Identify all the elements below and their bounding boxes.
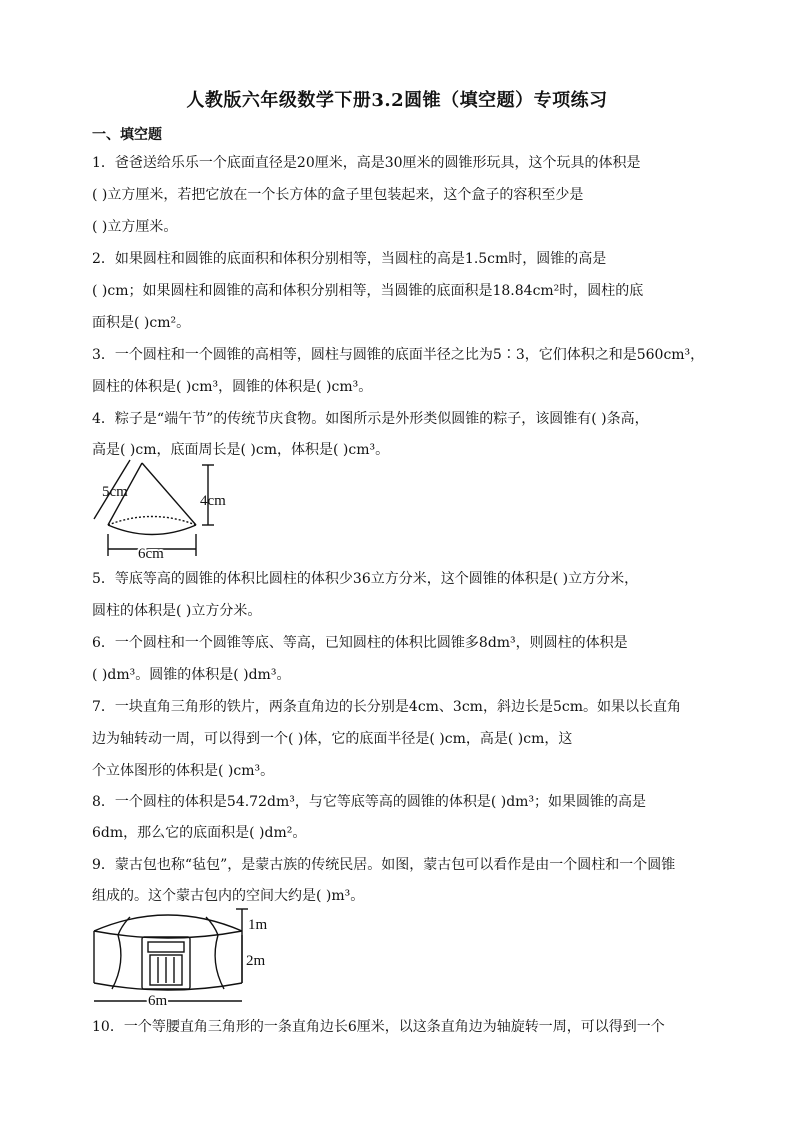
question-2-line-2: ( )cm；如果圆柱和圆锥的高和体积分别相等，当圆锥的底面积是18.84cm²时，圆柱的底 — [92, 283, 644, 299]
question-6-line-2: ( )dm³。圆锥的体积是( )dm³。 — [92, 667, 291, 683]
question-5-line-2: 圆柱的体积是( )立方分米。 — [92, 603, 262, 619]
question-2-line-3: 面积是( )cm²。 — [92, 315, 191, 331]
question-9-line-1: 9．蒙古包也称“毡包”，是蒙古族的传统民居。如图，蒙古包可以看作是由一个圆柱和一个圆锥 — [92, 857, 676, 873]
question-7-line-1: 7．一块直角三角形的铁片，两条直角边的长分别是4cm、3cm，斜边长是5cm。如果以长直角 — [92, 699, 681, 715]
yurt-diameter-label: 6m — [148, 993, 168, 1009]
cone-figure — [90, 458, 250, 566]
yurt-door-top — [148, 942, 184, 952]
section-heading: 一、填空题 — [92, 127, 162, 143]
question-8-line-2: 6dm，那么它的底面积是( )dm²。 — [92, 825, 307, 841]
cone-diameter-label: 6cm — [138, 546, 164, 562]
question-7-line-2: 边为轴转动一周，可以得到一个( )体，它的底面半径是( )cm，高是( )cm，这 — [92, 731, 573, 747]
question-1-line-3: ( )立方厘米。 — [92, 219, 178, 235]
question-7-line-3: 个立体图形的体积是( )cm³。 — [92, 763, 275, 779]
question-2-line-1: 2．如果圆柱和圆锥的底面积和体积分别相等，当圆柱的高是1.5cm时，圆锥的高是 — [92, 251, 607, 267]
question-10-line-1: 10．一个等腰直角三角形的一条直角边长6厘米，以这条直角边为轴旋转一周，可以得到一个 — [92, 1019, 665, 1035]
yurt-roof-rib-right — [206, 917, 218, 935]
question-1-line-2: ( )立方厘米，若把它放在一个长方体的盒子里包装起来，这个盒子的容积至少是 — [92, 187, 584, 203]
yurt-figure — [90, 905, 280, 1011]
question-9-line-2: 组成的。这个蒙古包内的空间大约是( )m³。 — [92, 888, 365, 904]
yurt-door-bars — [158, 957, 174, 983]
question-4-line-1: 4．粽子是“端午节”的传统节庆食物。如图所示是外形类似圆锥的粽子，该圆锥有( )条高， — [92, 411, 649, 427]
question-5-line-1: 5．等底等高的圆锥的体积比圆柱的体积少36立方分米，这个圆锥的体积是( )立方分米， — [92, 571, 639, 587]
yurt-pattern-right — [215, 935, 224, 989]
yurt-roof-label: 1m — [248, 917, 268, 933]
question-6-line-1: 6．一个圆柱和一个圆锥等底、等高，已知圆柱的体积比圆锥多8dm³，则圆柱的体积是 — [92, 635, 628, 651]
cone-base-back — [108, 517, 196, 526]
question-3-line-1: 3．一个圆柱和一个圆锥的高相等，圆柱与圆锥的底面半径之比为5∶3，它们体积之和是560cm³， — [92, 347, 705, 363]
cone-slant-label: 5cm — [102, 484, 128, 500]
question-3-line-2: 圆柱的体积是( )cm³，圆锥的体积是( )cm³。 — [92, 379, 373, 395]
page-title: 人教版六年级数学下册3.2圆锥（填空题）专项练习 — [186, 90, 608, 111]
cone-base-front — [108, 525, 196, 535]
cone-slant-right — [142, 463, 196, 525]
question-1-line-1: 1．爸爸送给乐乐一个底面直径是20厘米，高是30厘米的圆锥形玩具，这个玩具的体积是 — [92, 155, 641, 171]
yurt-roof — [94, 915, 242, 931]
yurt-wall-label: 2m — [246, 953, 266, 969]
question-8-line-1: 8．一个圆柱的体积是54.72dm³，与它等底等高的圆锥的体积是( )dm³；如果圆锥的高是 — [92, 794, 647, 810]
cone-height-label: 4cm — [200, 493, 226, 509]
yurt-pattern-left — [112, 935, 121, 989]
yurt-roof-rib-left — [118, 917, 130, 935]
question-4-line-2: 高是( )cm，底面周长是( )cm，体积是( )cm³。 — [92, 442, 390, 458]
